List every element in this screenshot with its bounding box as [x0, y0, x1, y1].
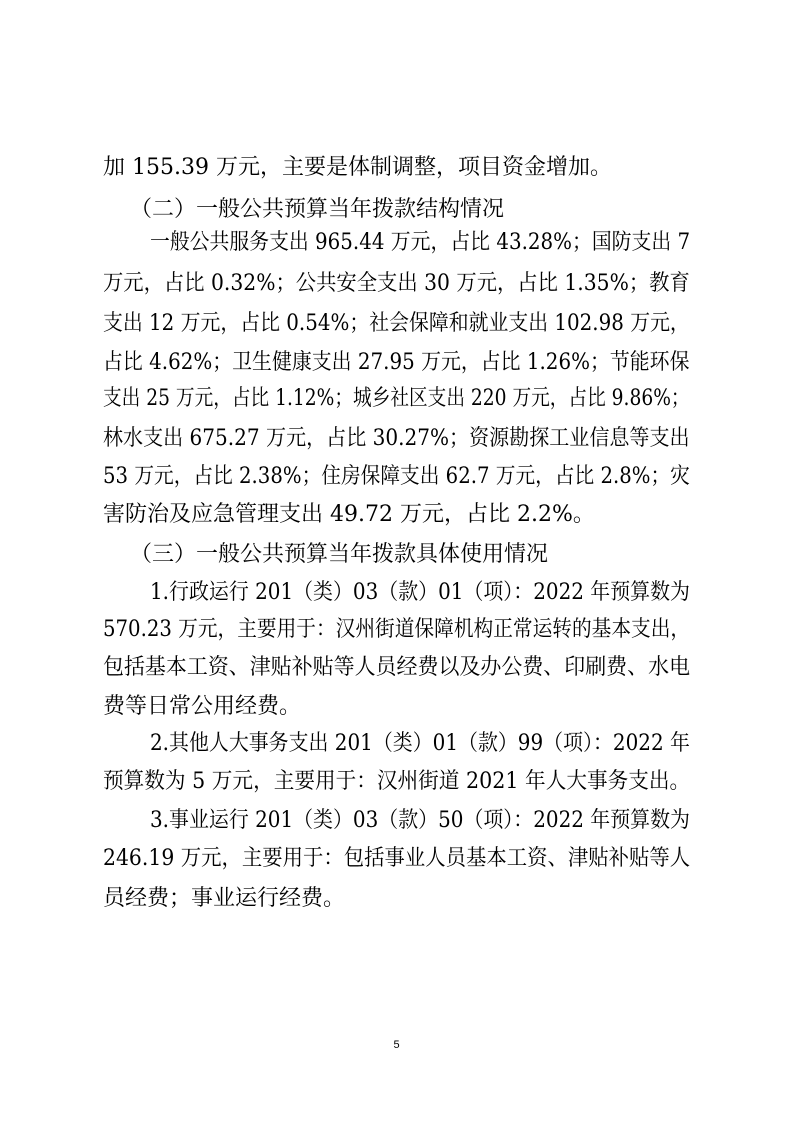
line-text: 1.行政运行 201（类）03（款）01（项）：2022 年预算数为	[150, 580, 690, 605]
line-text: 万元，占比 0.32%；公共安全支出 30 万元，占比 1.35%；教育	[103, 271, 690, 296]
text-line	[0, 838, 793, 880]
line-text: 预算数为 5 万元，主要用于：汉州街道 2021 年人大事务支出。	[103, 769, 691, 794]
text-line	[0, 723, 793, 765]
line-text: 一般公共服务支出 965.44 万元，占比 43.28%；国防支出 7	[150, 230, 691, 255]
line-text: 53 万元，占比 2.38%；住房保障支出 62.7 万元，占比 2.8%；灾	[103, 464, 690, 489]
line-text: 包括基本工资、津贴补贴等人员经费以及办公费、印刷费、水电	[103, 655, 691, 680]
text-line	[0, 418, 793, 460]
text-line	[0, 222, 793, 264]
line-text: （三）一般公共预算当年拨款具体使用情况	[130, 542, 549, 567]
line-text: 246.19 万元，主要用于：包括事业人员基本工资、津贴补贴等人	[103, 846, 691, 871]
line-text: 害防治及应急管理支出 49.72 万元，占比 2.2%。	[103, 502, 595, 527]
line-text: （二）一般公共预算当年拨款结构情况	[130, 197, 505, 222]
line-text: 2.其他人大事务支出 201（类）01（款）99（项）：2022 年	[150, 731, 690, 756]
line-text: 占比 4.62%；卫生健康支出 27.95 万元，占比 1.26%；节能环保	[103, 350, 690, 375]
line-text: 570.23 万元，主要用于：汉州街道保障机构正常运转的基本支出，	[103, 617, 691, 642]
text-line	[0, 303, 793, 345]
line-text: 林水支出 675.27 万元，占比 30.27%；资源勘探工业信息等支出	[103, 426, 690, 451]
text-line	[0, 647, 793, 689]
section-heading-3	[0, 534, 793, 576]
line-text: 3.事业运行 201（类）03（款）50（项）：2022 年预算数为	[150, 808, 690, 833]
line-text: 加 155.39 万元，主要是体制调整，项目资金增加。	[103, 155, 612, 180]
line-text: 支出 12 万元，占比 0.54%；社会保障和就业支出 102.98 万元，	[103, 311, 690, 336]
line-text: 费等日常公用经费。	[103, 694, 302, 719]
text-line	[0, 572, 793, 614]
text-line	[0, 147, 793, 189]
text-line	[0, 878, 793, 920]
text-line	[0, 761, 793, 803]
text-line	[0, 800, 793, 842]
text-line	[0, 263, 793, 305]
text-line	[0, 494, 793, 536]
line-text: 支出 25 万元，占比 1.12%；城乡社区支出 220 万元，占比 9.86%；	[103, 386, 690, 411]
text-line	[0, 378, 793, 420]
text-line	[0, 686, 793, 728]
text-line	[0, 609, 793, 651]
text-line	[0, 456, 793, 498]
line-text: 员经费；事业运行经费。	[103, 886, 346, 911]
page-number: 5	[393, 1039, 400, 1051]
